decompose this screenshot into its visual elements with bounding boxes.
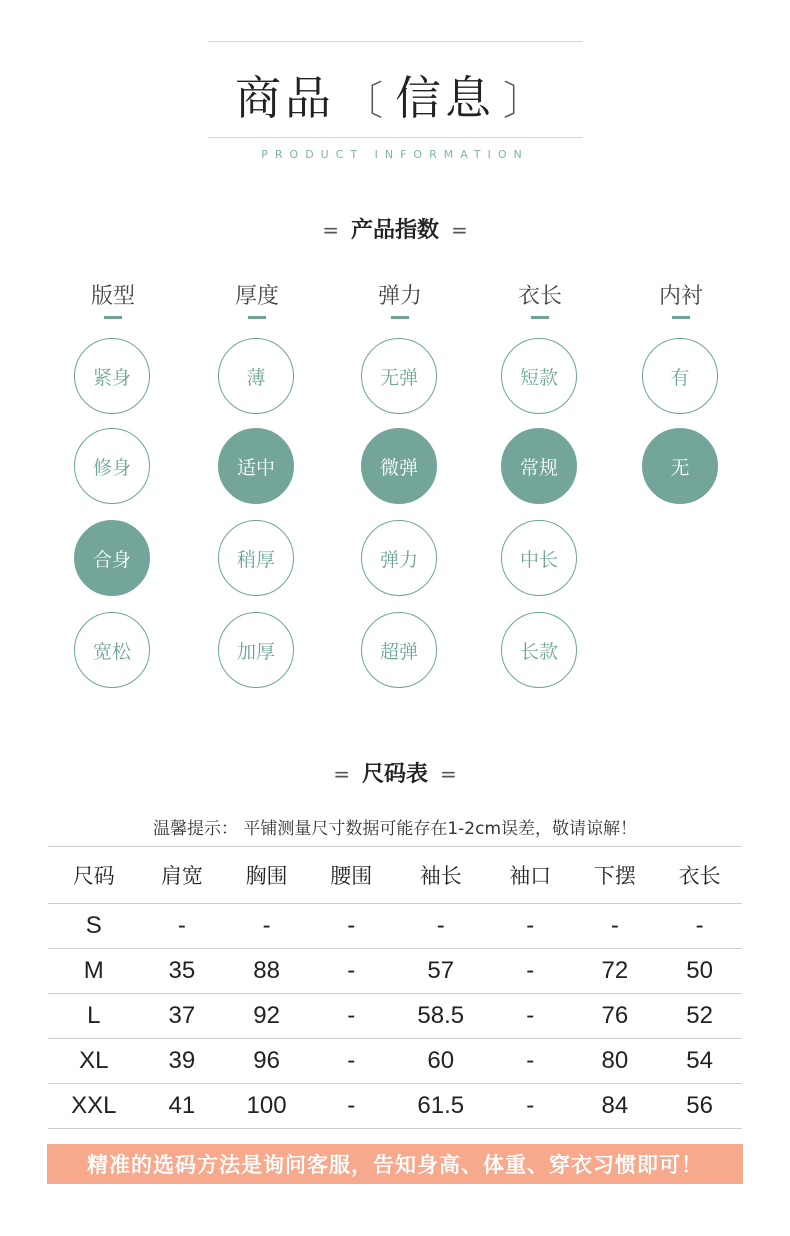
- size-label-cell: XL: [48, 1039, 140, 1084]
- index-column-label: 版型: [90, 284, 135, 309]
- size-value-cell: -: [309, 994, 394, 1039]
- size-label-cell: M: [48, 949, 140, 994]
- size-value-cell: 57: [394, 949, 488, 994]
- size-value-cell: -: [224, 904, 309, 949]
- size-advice-banner: 精准的选码方法是询问客服，告知身高、体重、穿衣习惯即可！: [47, 1144, 743, 1184]
- size-label-cell: S: [48, 904, 140, 949]
- size-column-header: 胸围: [224, 847, 309, 904]
- index-option: 加厚: [218, 612, 294, 688]
- index-option: 稍厚: [218, 520, 294, 596]
- index-column: [217, 282, 297, 663]
- size-value-cell: 100: [224, 1084, 309, 1129]
- index-option-selected: 合身: [74, 520, 150, 596]
- page-subtitle: PRODUCT INFORMATION: [261, 148, 529, 161]
- header-top-rule: [208, 41, 583, 42]
- size-value-cell: 58.5: [394, 994, 488, 1039]
- column-underline: [531, 316, 549, 319]
- size-heading-eq-left: =: [333, 762, 350, 786]
- size-value-cell: -: [488, 1039, 573, 1084]
- size-value-cell: -: [309, 904, 394, 949]
- size-value-cell: 54: [657, 1039, 742, 1084]
- column-underline: [248, 316, 266, 319]
- index-column-label: 厚度: [234, 284, 279, 309]
- index-column: [73, 282, 153, 663]
- table-row: [48, 904, 742, 949]
- size-value-cell: 92: [224, 994, 309, 1039]
- size-column-header: 尺码: [48, 847, 140, 904]
- index-option: 短款: [501, 338, 577, 414]
- index-option: 无弹: [361, 338, 437, 414]
- index-column: [500, 282, 580, 663]
- size-value-cell: -: [394, 904, 488, 949]
- index-option-selected: 常规: [501, 428, 577, 504]
- heading-eq-left: =: [322, 218, 339, 242]
- size-column-header: 肩宽: [140, 847, 225, 904]
- size-column-header: 衣长: [657, 847, 742, 904]
- size-value-cell: -: [309, 1084, 394, 1129]
- size-value-cell: 61.5: [394, 1084, 488, 1129]
- index-column-label: 内衬: [658, 284, 703, 309]
- index-heading-text: 产品指数: [350, 218, 439, 243]
- size-heading-text: 尺码表: [361, 762, 428, 787]
- size-value-cell: 52: [657, 994, 742, 1039]
- index-option-selected: 微弹: [361, 428, 437, 504]
- size-table-header: [48, 847, 742, 904]
- size-value-cell: 80: [573, 1039, 658, 1084]
- measurement-tip: 温馨提示： 平铺测量尺寸数据可能存在1-2cm误差，敬请谅解！: [152, 819, 638, 839]
- index-option: 中长: [501, 520, 577, 596]
- size-value-cell: 37: [140, 994, 225, 1039]
- index-option: 紧身: [74, 338, 150, 414]
- size-heading-eq-right: =: [440, 762, 457, 786]
- size-table-body: [48, 904, 742, 1129]
- page-title: [0, 62, 790, 128]
- size-column-header: 袖长: [394, 847, 488, 904]
- size-value-cell: 60: [394, 1039, 488, 1084]
- index-option: 超弹: [361, 612, 437, 688]
- size-value-cell: -: [140, 904, 225, 949]
- size-value-cell: 72: [573, 949, 658, 994]
- size-section-heading: [0, 757, 790, 788]
- size-value-cell: 84: [573, 1084, 658, 1129]
- size-value-cell: 41: [140, 1084, 225, 1129]
- size-column-header: 下摆: [573, 847, 658, 904]
- table-row: [48, 1084, 742, 1129]
- heading-eq-right: =: [451, 218, 468, 242]
- title-right: 信息: [395, 71, 495, 125]
- index-option-selected: 无: [642, 428, 718, 504]
- column-underline: [104, 316, 122, 319]
- size-value-cell: -: [488, 949, 573, 994]
- size-value-cell: 56: [657, 1084, 742, 1129]
- index-option-selected: 适中: [218, 428, 294, 504]
- index-column: [641, 282, 721, 479]
- index-option: 薄: [218, 338, 294, 414]
- size-value-cell: 35: [140, 949, 225, 994]
- header-bottom-rule: [208, 137, 583, 138]
- size-value-cell: -: [488, 904, 573, 949]
- index-column: [360, 282, 440, 663]
- column-underline: [672, 316, 690, 319]
- column-underline: [391, 316, 409, 319]
- size-value-cell: -: [309, 949, 394, 994]
- size-value-cell: 76: [573, 994, 658, 1039]
- size-value-cell: -: [573, 904, 658, 949]
- index-section-heading: [0, 213, 790, 244]
- table-row: [48, 994, 742, 1039]
- index-option: 长款: [501, 612, 577, 688]
- size-value-cell: -: [657, 904, 742, 949]
- table-row: [48, 1039, 742, 1084]
- index-column-label: 衣长: [517, 284, 562, 309]
- index-option: 宽松: [74, 612, 150, 688]
- size-label-cell: XXL: [48, 1084, 140, 1129]
- bracket-close: 〕: [503, 78, 547, 124]
- size-value-cell: 88: [224, 949, 309, 994]
- size-table: [48, 846, 742, 1129]
- table-row: [48, 949, 742, 994]
- bracket-open: 〔: [343, 78, 387, 124]
- title-left: 商品: [235, 71, 335, 125]
- index-option: 弹力: [361, 520, 437, 596]
- index-option: 修身: [74, 428, 150, 504]
- size-column-header: 腰围: [309, 847, 394, 904]
- size-value-cell: -: [488, 1084, 573, 1129]
- size-column-header: 袖口: [488, 847, 573, 904]
- index-option: 有: [642, 338, 718, 414]
- size-value-cell: -: [488, 994, 573, 1039]
- size-value-cell: 39: [140, 1039, 225, 1084]
- size-label-cell: L: [48, 994, 140, 1039]
- size-value-cell: 96: [224, 1039, 309, 1084]
- index-column-label: 弹力: [377, 284, 422, 309]
- size-value-cell: -: [309, 1039, 394, 1084]
- size-value-cell: 50: [657, 949, 742, 994]
